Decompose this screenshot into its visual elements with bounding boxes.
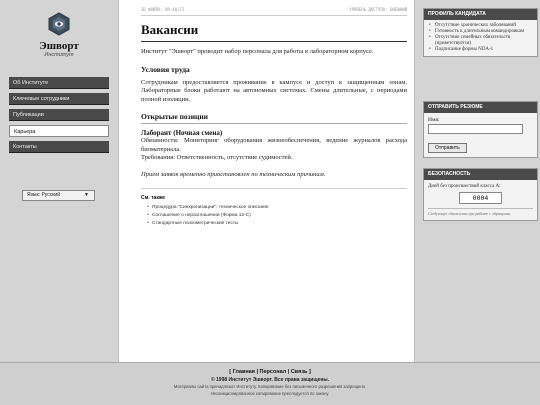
access-level: УРОВЕНЬ ДОСТУПА: ВНЕШНИЙ	[349, 7, 407, 12]
see-also-link[interactable]: • Соглашение о неразглашении (Форма 12-С)	[147, 212, 407, 220]
see-also-link[interactable]: • Стандартные психометрические тесты	[147, 220, 407, 228]
page-title: Вакансии	[141, 22, 407, 42]
hexagon-eye-icon	[48, 12, 70, 36]
candidate-profile-panel	[423, 8, 538, 57]
file-id: ID ФАЙЛА: RR-48/II	[141, 7, 185, 12]
separator: |	[286, 369, 291, 375]
bracket: ]	[307, 369, 311, 375]
language-select[interactable]	[22, 190, 95, 201]
copyright: © 1998 Институт Эшворт. Все права защищены.	[210, 377, 330, 383]
position-duties: Обязанности: Мониторинг оборудования жизнеобеспечения, ведение журналов расхода биоматериала.	[141, 137, 407, 153]
chevron-down-icon: ▼	[84, 192, 89, 198]
separator: |	[254, 369, 260, 375]
left-sidebar	[0, 0, 118, 362]
name-label: Имя:	[428, 117, 440, 123]
conditions-heading: Условия труда	[141, 64, 190, 74]
language-select-label: Язык: Русский	[27, 192, 61, 198]
main-content	[118, 0, 415, 362]
intro-text: Институт "Эшворт" проводит набор персонала для работы в лабораторном корпусе.	[141, 48, 374, 55]
panel-heading: ПРОФИЛЬ КАНДИДАТА	[424, 9, 537, 20]
footer-note: Несанкционированное копирование преследуется по закону.	[210, 390, 330, 396]
nav-item-publications[interactable]: Публикации	[9, 109, 109, 121]
footer	[0, 362, 540, 405]
name-input[interactable]	[428, 124, 523, 134]
incident-counter: 0004	[459, 192, 502, 204]
footer-link-home[interactable]: Главная	[232, 369, 255, 375]
article	[141, 22, 407, 228]
bracket: [	[229, 369, 233, 375]
position-requirements: Требования: Ответственность, отсутствие судимостей.	[141, 154, 293, 161]
list-item: • Отсутствие хронических заболеваний	[428, 23, 533, 29]
conditions-text: Сотрудникам предоставляется проживание в кампусе и доступ к защищенным зонам. Лабораторные блоки работают на автономных системах. Смены длительные, с периодами полной изоляции.	[141, 78, 407, 103]
send-resume-panel	[423, 101, 538, 158]
logo[interactable]	[0, 12, 118, 58]
security-note: Следующее обновление при работе с образцами.	[428, 208, 533, 216]
footer-links	[0, 369, 540, 375]
submit-button[interactable]: Отправить	[428, 143, 467, 153]
profile-list	[428, 23, 533, 53]
main-nav	[9, 77, 109, 157]
footer-link-contact[interactable]: Связь	[290, 369, 308, 375]
footer-link-staff[interactable]: Персонал	[259, 369, 287, 375]
days-without-incident-label: Дней без происшествий класса А:	[428, 184, 501, 189]
see-also-link[interactable]: • Процедура "Синхронизации": техническое описание	[147, 204, 407, 212]
right-sidebar	[415, 0, 540, 362]
footer-note: Материалы сайта принадлежат Институту. Копирование без письменного разрешения запрещено.	[173, 384, 367, 389]
nav-item-contacts[interactable]: Контакты	[9, 141, 109, 153]
see-also-heading: См. также	[141, 194, 166, 201]
list-item: • Подписание формы NDA-1	[428, 47, 533, 53]
positions-heading: Открытые позиции	[141, 112, 407, 124]
panel-heading: ОТПРАВИТЬ РЕЗЮМЕ	[424, 102, 537, 113]
panel-heading: БЕЗОПАСНОСТЬ	[424, 169, 537, 180]
applications-notice: Прием заявок временно приостановлен по техническим причинам.	[141, 170, 326, 178]
position-title: Лаборант (Ночная смена)	[141, 129, 223, 137]
see-also	[141, 188, 407, 228]
nav-item-careers[interactable]: Карьера	[9, 125, 109, 137]
see-also-list	[141, 204, 407, 228]
topbar	[141, 7, 407, 12]
security-panel	[423, 168, 538, 221]
nav-item-key-staff[interactable]: Ключевые сотрудники	[9, 93, 109, 105]
logo-subtitle: Институт	[44, 52, 74, 58]
divider	[141, 15, 407, 16]
list-item: • Готовность к длительным командировкам	[428, 29, 533, 35]
logo-title: Эшворт	[39, 40, 79, 52]
nav-item-about[interactable]: Об Институте	[9, 77, 109, 89]
list-item: • Отсутствие семейных обязательств (приветствуется)	[428, 35, 533, 47]
